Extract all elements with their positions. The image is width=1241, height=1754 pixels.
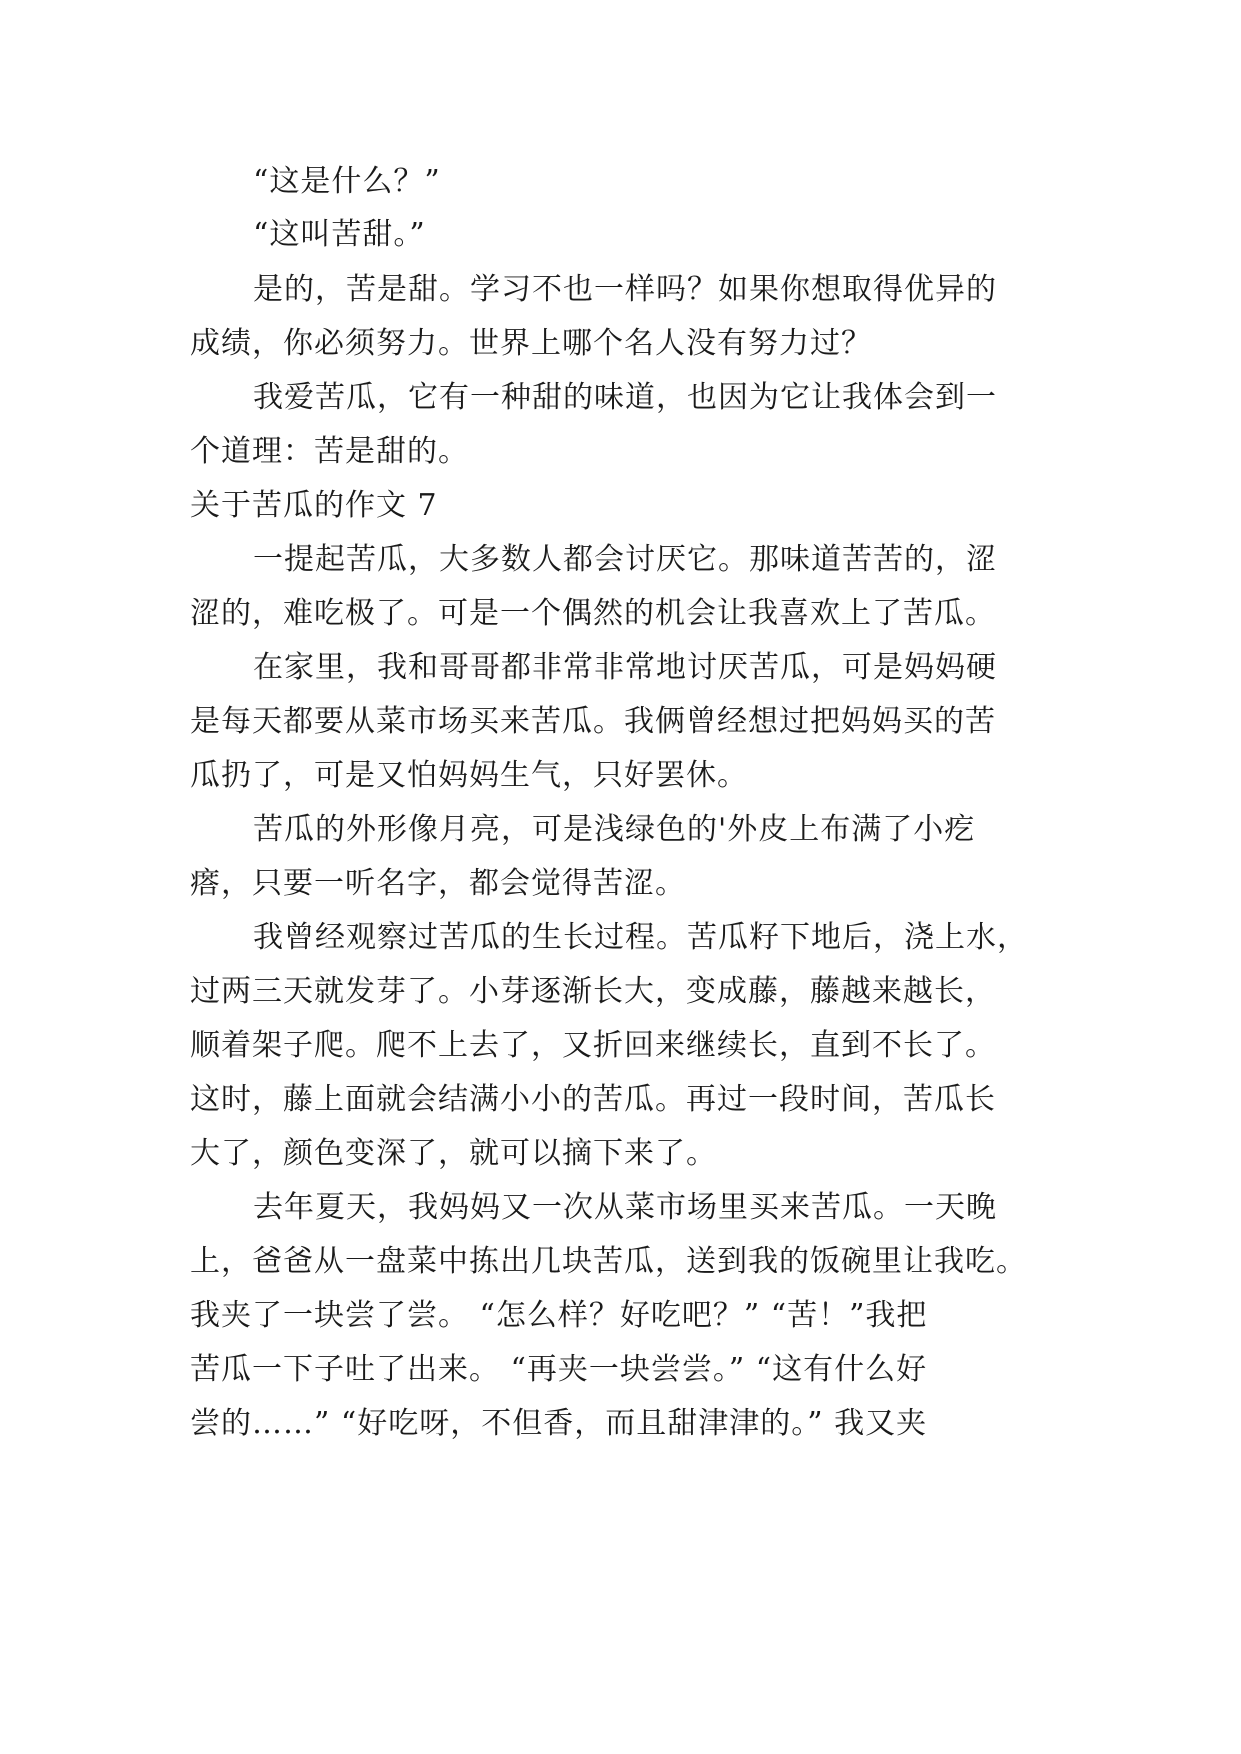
paragraph-line: 一提起苦瓜，大多数人都会讨厌它。那味道苦苦的，涩	[253, 542, 997, 577]
paragraph-line: 在家里，我和哥哥都非常非常地讨厌苦瓜，可是妈妈硬	[253, 650, 997, 685]
paragraph-line: 是每天都要从菜市场买来苦瓜。我俩曾经想过把妈妈买的苦	[190, 704, 996, 739]
paragraph-line: 我爱苦瓜，它有一种甜的味道，也因为它让我体会到一	[253, 380, 997, 415]
dialogue-line: “这是什么？”	[253, 164, 441, 199]
paragraph-line: 顺着架子爬。爬不上去了，又折回来继续长，直到不长了。	[190, 1028, 996, 1063]
paragraph-line: 尝的……” “好吃呀，不但香，而且甜津津的。” 我又夹	[190, 1406, 928, 1441]
paragraph-line: 苦瓜的外形像月亮，可是浅绿色的'外皮上布满了小疙	[253, 812, 976, 847]
paragraph-line: 瓜扔了，可是又怕妈妈生气，只好罢休。	[190, 758, 748, 793]
paragraph-line: 大了，颜色变深了，就可以摘下来了。	[190, 1136, 717, 1171]
paragraph-line: 成绩，你必须努力。世界上哪个名人没有努力过？	[190, 326, 872, 361]
dialogue-line: “这叫苦甜。”	[253, 217, 426, 252]
paragraph-line: 上，爸爸从一盘菜中拣出几块苦瓜，送到我的饭碗里让我吃。	[190, 1244, 1027, 1279]
paragraph-line: 我曾经观察过苦瓜的生长过程。苦瓜籽下地后，浇上水，	[253, 920, 1028, 955]
paragraph-line: 我夹了一块尝了尝。 “怎么样？好吃吧？” “苦！”我把	[190, 1298, 928, 1333]
paragraph-line: 个道理：苦是甜的。	[190, 434, 469, 469]
paragraph-line: 去年夏天，我妈妈又一次从菜市场里买来苦瓜。一天晚	[253, 1190, 997, 1225]
section-heading: 关于苦瓜的作文 7	[190, 488, 438, 523]
paragraph-line: 是的，苦是甜。学习不也一样吗？如果你想取得优异的	[253, 272, 997, 307]
paragraph-line: 这时，藤上面就会结满小小的苦瓜。再过一段时间，苦瓜长	[190, 1082, 996, 1117]
paragraph-line: 过两三天就发芽了。小芽逐渐长大，变成藤，藤越来越长，	[190, 974, 996, 1009]
paragraph-line: 苦瓜一下子吐了出来。 “再夹一块尝尝。” “这有什么好	[190, 1352, 928, 1387]
paragraph-line: 瘩，只要一听名字，都会觉得苦涩。	[190, 866, 686, 901]
paragraph-line: 涩的，难吃极了。可是一个偶然的机会让我喜欢上了苦瓜。	[190, 596, 996, 631]
